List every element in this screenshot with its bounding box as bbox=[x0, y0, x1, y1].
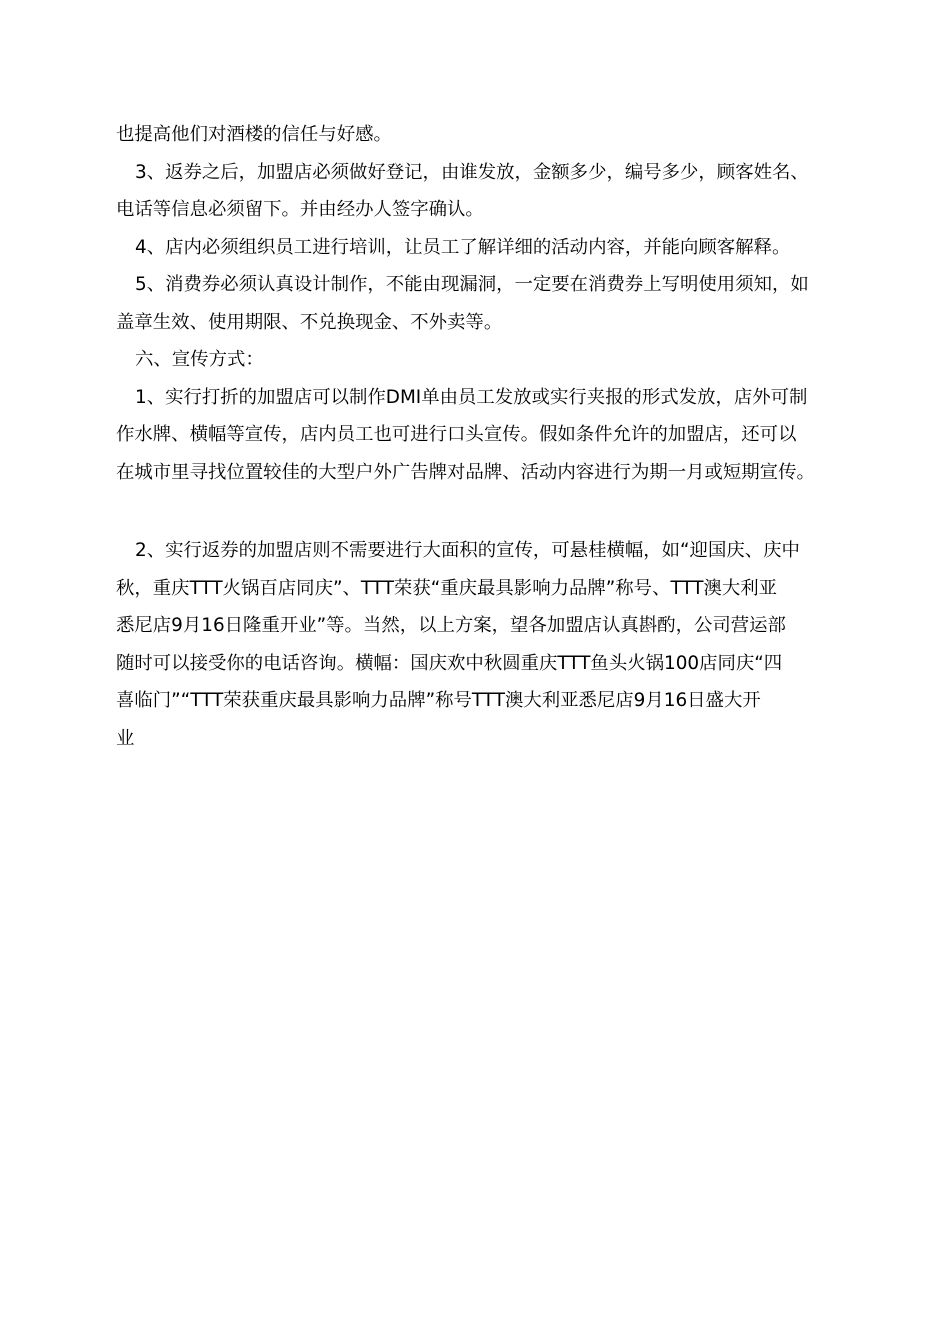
list-item-3-line-2: 电话等信息必须留下。并由经办人签字确认。 bbox=[116, 199, 484, 220]
promo-item-1-line-3: 在城市里寻找位置较佳的大型户外广告牌对品牌、活动内容进行为期一月或短期宣传。 bbox=[116, 461, 815, 483]
list-item-5-line-1: 5、消费券必须认真设计制作，不能由现漏洞，一定要在消费券上写明使用须知，如 bbox=[135, 274, 809, 295]
promo-item-2-line-4: 随时可以接受你的电话咨询。横幅：国庆欢中秋圆重庆TTT鱼头火锅100店同庆“四 bbox=[116, 652, 783, 674]
promo-item-1-line-2: 作水牌、横幅等宣传，店内员工也可进行口头宣传。假如条件允许的加盟店，还可以 bbox=[116, 424, 797, 445]
list-item-3-line-1: 3、返券之后，加盟店必须做好登记，由谁发放，金额多少，编号多少，顾客姓名、 bbox=[135, 161, 809, 183]
list-item-5-line-2: 盖章生效、使用期限、不兑换现金、不外卖等。 bbox=[116, 311, 503, 333]
promo-item-2-line-1: 2、实行返券的加盟店则不需要进行大面积的宣传，可悬桂横幅，如“迎国庆、庆中 bbox=[135, 540, 800, 561]
paragraph-line-trust: 也提高他们对酒楼的信任与好感。 bbox=[116, 124, 392, 145]
list-item-4: 4、店内必须组织员工进行培训，让员工了解详细的活动内容，并能向顾客解释。 bbox=[135, 236, 791, 258]
promo-item-2-line-2: 秋，重庆TTT火锅百店同庆”、TTT荣获“重庆最具影响力品牌”称号、TTT澳大利亚 bbox=[116, 577, 778, 599]
document-page bbox=[116, 116, 850, 757]
promo-item-1-line-1: 1、实行打折的加盟店可以制作DMI单由员工发放或实行夹报的形式发放，店外可制 bbox=[135, 386, 808, 408]
promo-item-2-line-3: 悉尼店9月16日隆重开业”等。当然，以上方案，望各加盟店认真斟酌，公司营运部 bbox=[116, 615, 786, 636]
promo-item-2-line-6: 业 bbox=[116, 727, 135, 749]
section-heading-promotion: 六、宣传方式： bbox=[135, 349, 264, 370]
promo-item-2-line-5: 喜临门”“TTT荣获重庆最具影响力品牌”称号TTT澳大利亚悉尼店9月16日盛大开 bbox=[116, 690, 761, 711]
paragraph-gap bbox=[116, 491, 850, 532]
